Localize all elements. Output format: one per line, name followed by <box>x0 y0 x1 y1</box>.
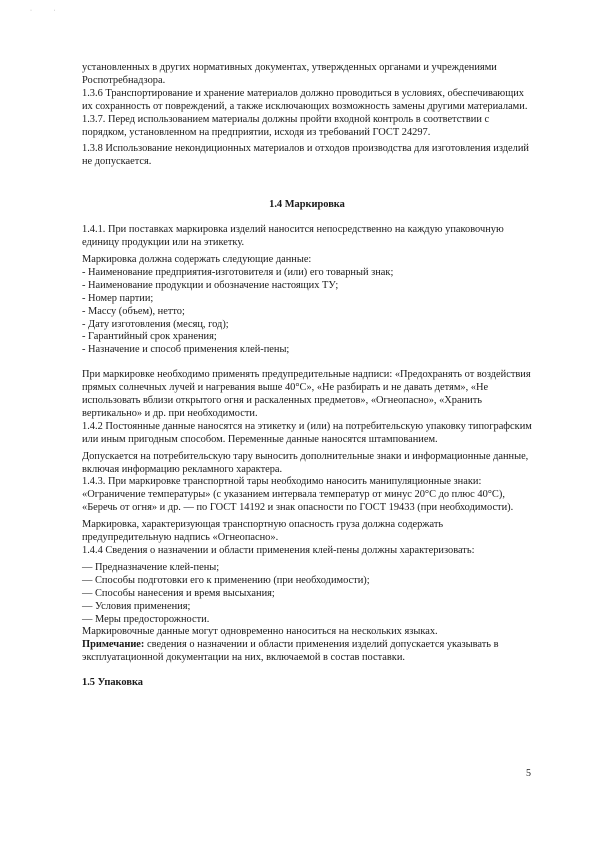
section-heading-1-5: 1.5 Упаковка <box>82 677 143 689</box>
list-item: — Способы нанесения и время высыхания; <box>82 587 275 599</box>
paragraph-transport-hazard: Маркировка, характеризующая транспортную опасность груза должна содержать предупредительную надпись «Огнеопасно». <box>82 519 444 544</box>
list-item: — Способы подготовки его к применению (при необходимости); <box>82 574 370 586</box>
paragraph-warnings: При маркировке необходимо применять предупредительные надписи: «Предохранять от воздействия прямых солнечных лучей и нагревания выше 40°С», «Не разбирать и не давать детям», «Не использовать вблизи открытого огня и раскаленных предметов», «Огнеопасно», «Хранить вертикально» и др. при необходимости. <box>82 369 531 419</box>
list-item: - Назначение и способ применения клей-пены; <box>82 344 290 356</box>
paragraph-1-4-3: 1.4.3. При маркировке транспортной тары необходимо наносить манипуляционные знаки: «Ограничение температуры» (с указанием интервала температур от минус 20°С до плюс 40°С), «Беречь от огня» и др. — по ГОСТ 14192 и знак опасности по ГОСТ 19433 (при необходимости). <box>82 476 514 514</box>
paragraph-extra-signs: Допускается на потребительскую тару выносить дополнительные знаки и информационные данные, включая информацию рекламного характера. <box>82 450 529 475</box>
list-item: - Дату изготовления (месяц, год); <box>82 318 229 330</box>
paragraph-1-3-6: 1.3.6 Транспортирование и хранение материалов должно проводиться в условиях, обеспечивающих их сохранность от повреждений, а также исключающих возможность замены другими материалами. <box>82 87 528 112</box>
section-heading-1-4: 1.4 Маркировка <box>269 199 345 211</box>
list-item: — Предназначение клей-пены; <box>82 561 220 573</box>
list-item: - Гарантийный срок хранения; <box>82 331 217 343</box>
list-item: - Наименование предприятия-изготовителя и (или) его товарный знак; <box>82 266 394 278</box>
paragraph-1-3-7: 1.3.7. Перед использованием материалы должны пройти входной контроль в соответствии с порядком, установленном на предприятии, исходя из требований ГОСТ 24297. <box>82 113 490 138</box>
page-number: 5 <box>526 768 531 779</box>
marking-intro: Маркировка должна содержать следующие данные: <box>82 253 312 265</box>
list-item: - Массу (объем), нетто; <box>82 305 185 317</box>
note-paragraph <box>82 639 532 665</box>
paragraph-1-4-1: 1.4.1. При поставках маркировка изделий наносится непосредственно на каждую упаковочную единицу продукции или на этикетку. <box>82 224 504 249</box>
note-label: Примечание: <box>82 639 145 651</box>
list-item: - Наименование продукции и обозначение настоящих ТУ; <box>82 279 339 291</box>
list-item: - Номер партии; <box>82 292 154 304</box>
paragraph-1-3-8: 1.3.8 Использование некондиционных материалов и отходов производства для изготовления изделий не допускается. <box>82 143 529 168</box>
paragraph-languages: Маркировочные данные могут одновременно наноситься на нескольких языках. <box>82 626 438 638</box>
list-item: — Меры предосторожности. <box>82 613 210 625</box>
note-text: сведения о назначении и области применения изделий допускается указывать в эксплуатационной документации на них, включаемой в состав поставки. <box>82 639 499 664</box>
scan-marks: · · <box>30 8 66 14</box>
list-item: — Условия применения; <box>82 600 191 612</box>
document-body <box>82 62 532 690</box>
paragraph-1-4-2: 1.4.2 Постоянные данные наносятся на этикетку и (или) на потребительскую упаковку типографским или иным пригодным способом. Переменные данные наносятся штампованием. <box>82 420 532 445</box>
paragraph-continuation: установленных в других нормативных документах, утвержденных органами и учреждениями Роспотребнадзора. <box>82 62 497 86</box>
paragraph-1-4-4: 1.4.4 Сведения о назначении и области применения клей-пены должны характеризовать: <box>82 545 475 556</box>
